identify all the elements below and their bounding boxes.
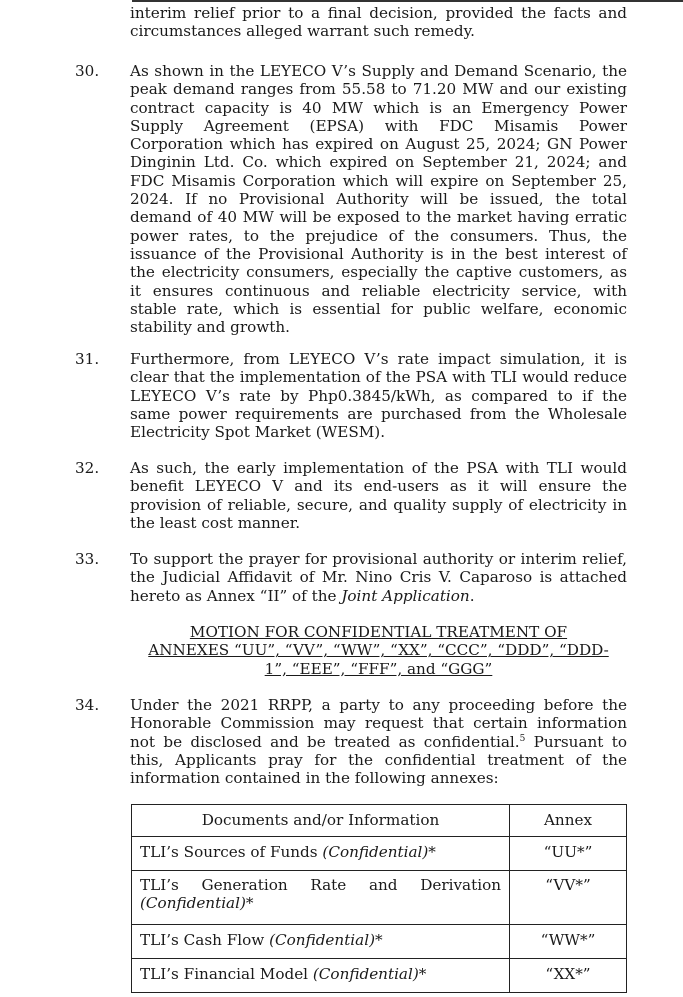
intro-paragraph: interim relief prior to a final decision, provided the facts and circumstances alleged warrant such remedy. [130,4,627,41]
paragraph-31: Furthermore, from LEYECO V’s rate impact simulation, it is clear that the implementation of the PSA with TLI would reduce LEYECO V’s rate by Php0.3845/kWh, as compared to if the same power requirements are purchased from the Wholesale Electricity Spot Market (WESM). [130,350,627,442]
heading-line-3: 1”, “EEE”, “FFF”, and “GGG” [264,659,493,678]
annex-table [131,804,627,993]
paragraph-34 [130,696,627,787]
paragraph-34-text-after: Pursuant to this, Applicants pray for the confidential treatment of the information contained in the following annexes: [130,732,627,788]
doc-text: TLI’s Sources of Funds [140,843,323,861]
paragraph-number-31: 31. [75,350,100,368]
row-annex: “UU*” [510,837,627,871]
doc-text: TLI’s Generation Rate and Derivation [140,876,501,894]
paragraph-number-32: 32. [75,459,100,477]
paragraph-33-italic: Joint Application [341,586,470,605]
table-header-row [132,805,627,837]
table-row [132,925,627,959]
row-document [132,837,510,871]
paragraph-number-33: 33. [75,550,100,568]
row-annex: “WW*” [510,925,627,959]
doc-italic: (Confidential) [269,931,375,949]
paragraph-33-end: . [469,586,475,605]
table-row [132,959,627,993]
row-annex: “XX*” [510,959,627,993]
row-document [132,925,510,959]
table-row [132,837,627,871]
doc-italic: (Confidential) [312,965,419,983]
doc-star: * [245,894,254,913]
header-documents: Documents and/or Information [132,805,510,837]
doc-star: * [428,843,436,861]
paragraph-33 [130,550,627,605]
footnote-marker: 5 [519,733,526,744]
page-top-rule [132,0,683,2]
paragraph-30: As shown in the LEYECO V’s Supply and Demand Scenario, the peak demand ranges from 55.58 to 71.20 MW and our existing contract capacity is 40 MW which is an Emergency Power Supply Agreement (EPSA) with FDC Misamis Power Corporation which has expired on August 25, 2024; GN Power Dinginin Ltd. Co. which expired on September 21, 2024; and FDC Misamis Corporation which will expire on September 25, 2024. If no Provisional Authority will be issued, the total demand of 40 MW will be exposed to the market having erratic power rates, to the prejudice of the consumers. Thus, the issuance of the Provisional Authority is in the best interest of the electricity consumers, especially the captive customers, as it ensures continuous and reliable electricity service, with stable rate, which is essential for public welfare, economic stability and growth. [130,62,627,337]
doc-text: TLI’s Financial Model [140,965,313,983]
section-heading [130,623,627,678]
paragraph-32: As such, the early implementation of the PSA with TLI would benefit LEYECO V and its end-users as it will ensure the provision of reliable, secure, and quality supply of electricity in the least cost manner. [130,459,627,532]
paragraph-number-34: 34. [75,696,100,714]
doc-italic: (Confidential) [322,843,429,861]
doc-text: TLI’s Cash Flow [140,931,270,949]
header-annex: Annex [510,805,627,837]
row-document [132,959,510,993]
doc-star: * [418,965,427,983]
table-row [132,871,627,925]
row-document [132,871,510,925]
paragraph-33-text: To support the prayer for provisional authority or interim relief, the Judicial Affidavit of Mr. Nino Cris V. Caparoso is attached hereto as Annex “II” of the [130,550,627,605]
paragraph-34-text-before: Under the 2021 RRPP, a party to any proceeding before the Honorable Commission may request that certain information not be disclosed and be treated as confidential. [130,696,627,751]
doc-italic: (Confidential) [140,894,246,913]
heading-line-1: MOTION FOR CONFIDENTIAL TREATMENT OF [189,623,568,641]
heading-line-2: ANNEXES “UU”, “VV”, “WW”, “XX”, “CCC”, “DDD”, “DDD- [148,641,609,660]
doc-star: * [375,931,383,949]
row-annex: “VV*” [510,871,627,925]
paragraph-number-30: 30. [75,62,100,80]
